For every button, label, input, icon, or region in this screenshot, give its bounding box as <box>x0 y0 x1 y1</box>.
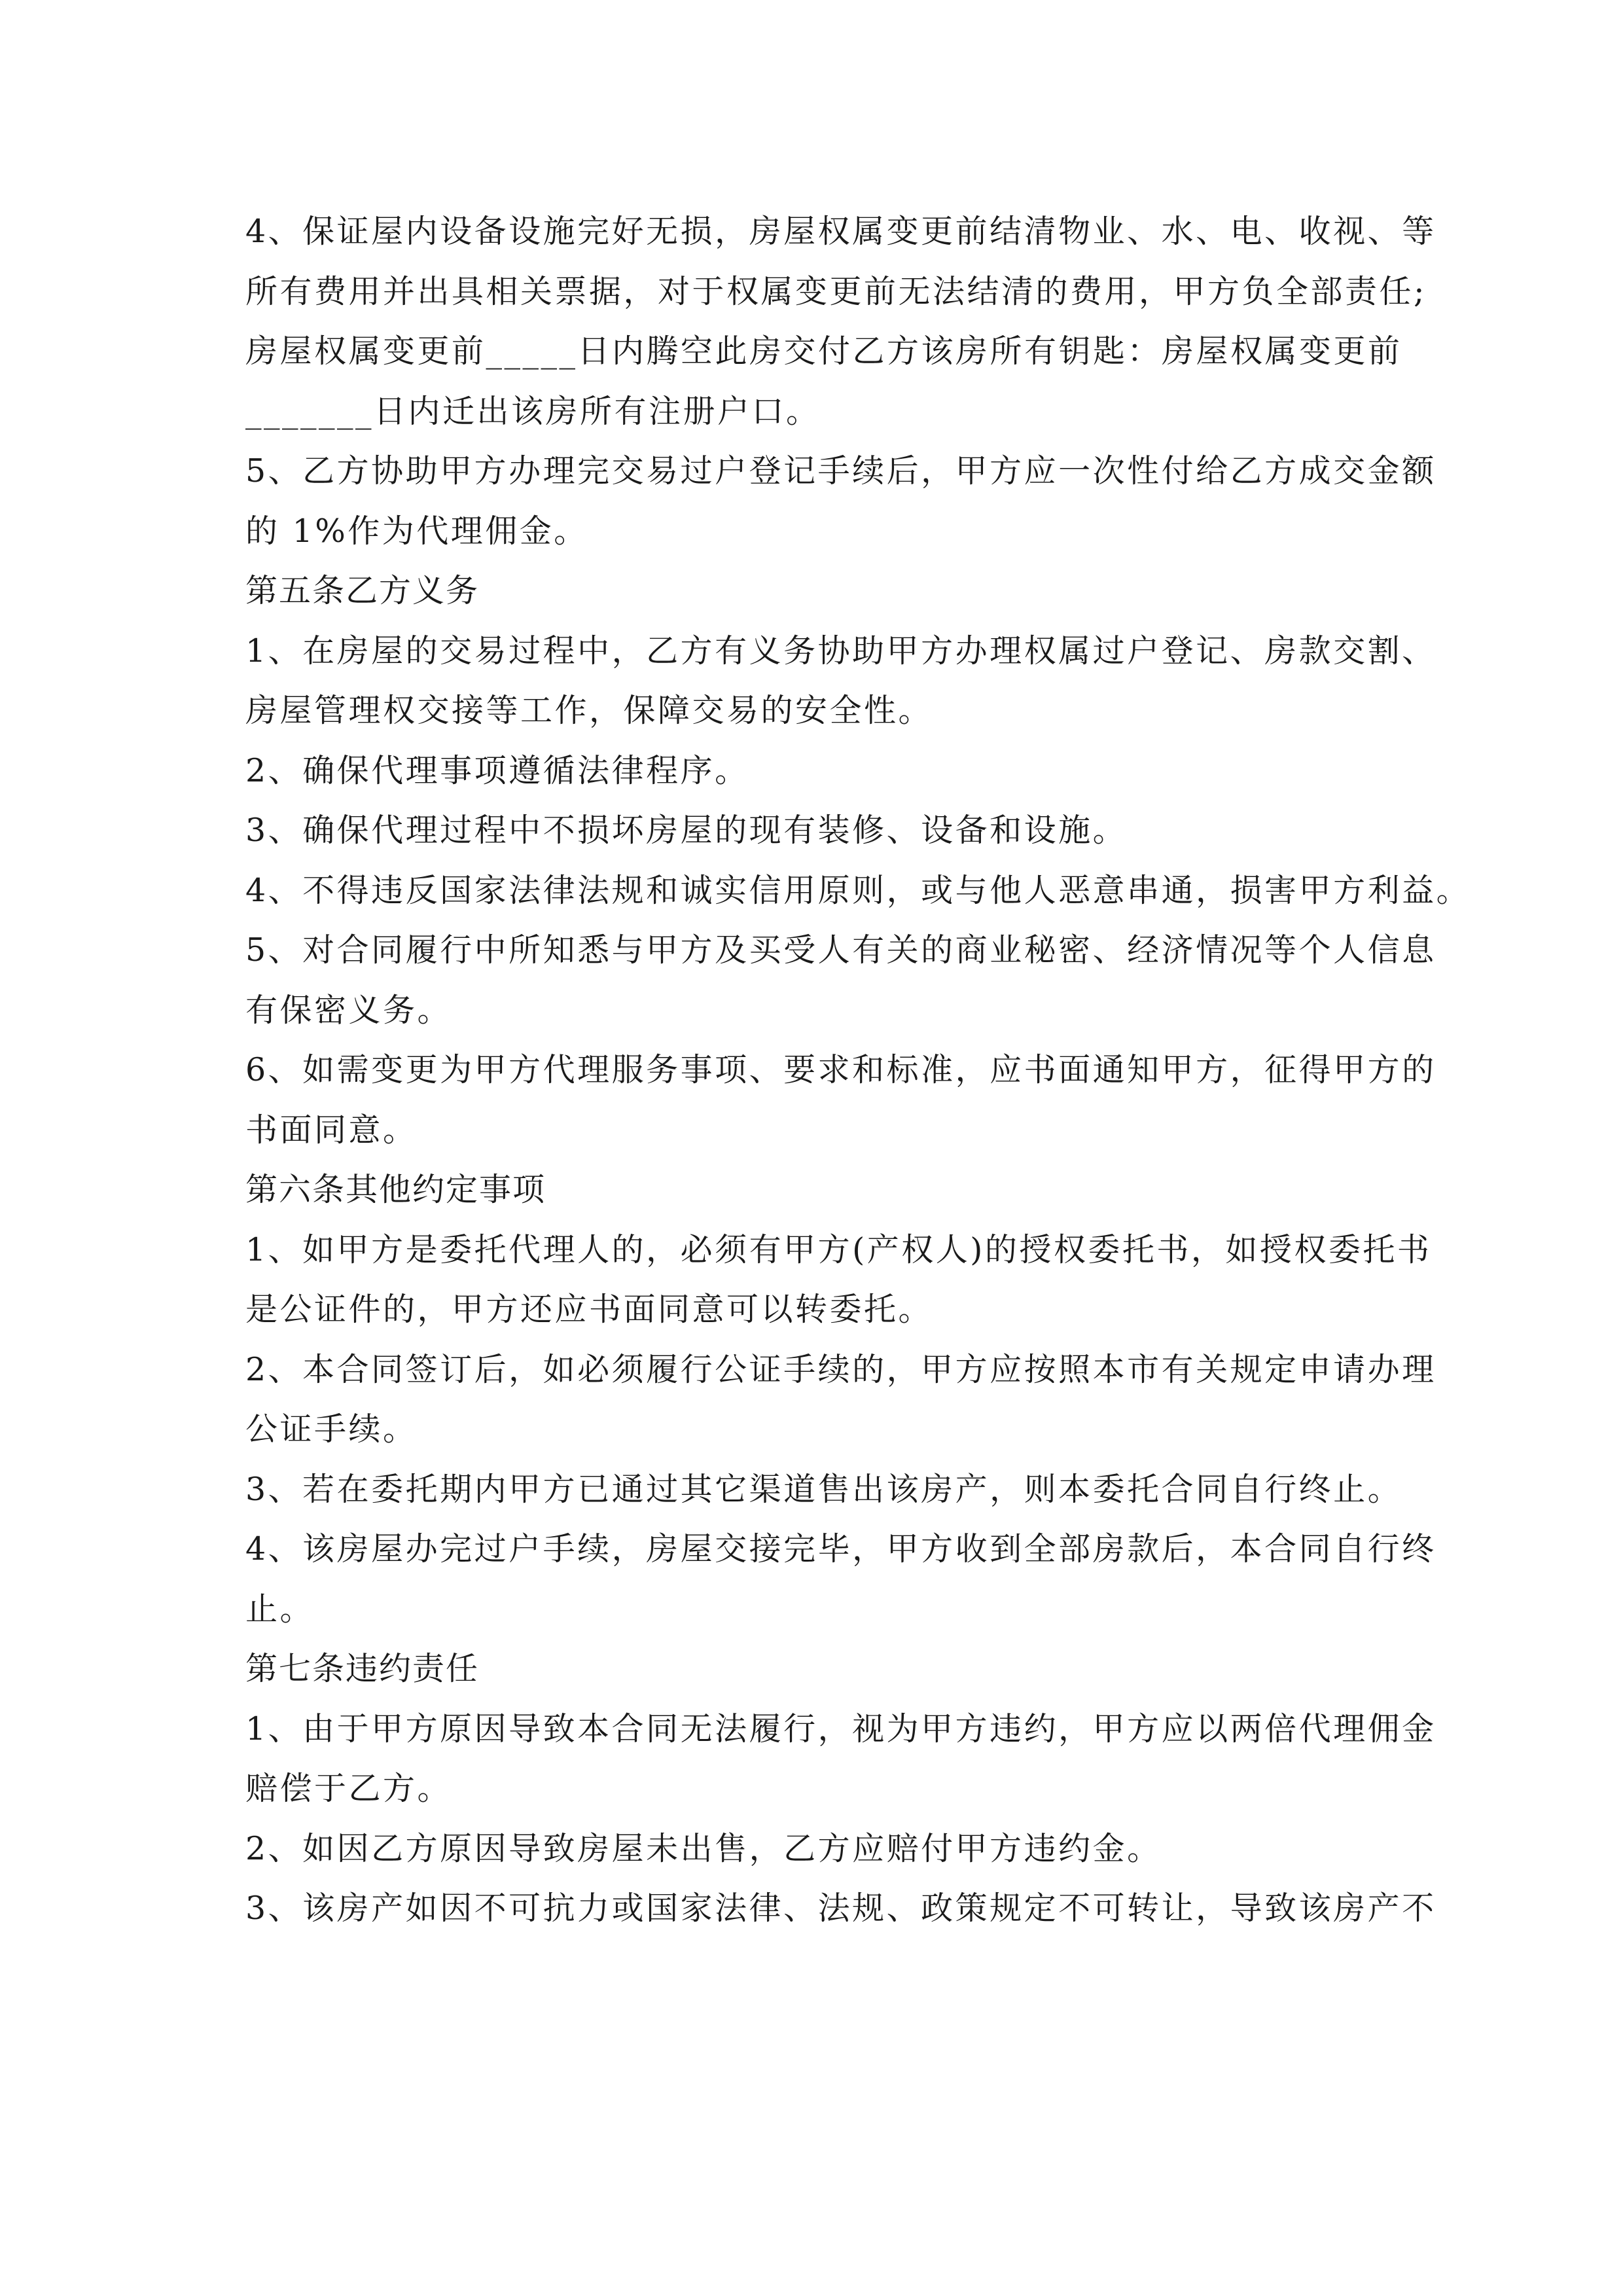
text-line: 书面同意。 <box>245 1111 418 1149</box>
clause-paragraph <box>245 441 1436 561</box>
clause-paragraph <box>245 1819 1384 1879</box>
text-line: 止。 <box>245 1590 315 1628</box>
text-line: 房屋管理权交接等工作，保障交易的安全性。 <box>245 692 933 729</box>
clause-paragraph <box>245 741 1384 801</box>
text-line: 有保密义务。 <box>245 991 452 1029</box>
clause-paragraph <box>245 202 1436 441</box>
text-line: 4、不得违反国家法律法规和诚实信用原则，或与他人恶意串通，损害甲方利益。 <box>245 871 1471 909</box>
text-line: _______日内迁出该房所有注册户口。 <box>245 392 821 430</box>
section-heading <box>245 561 1384 621</box>
text-line: 3、该房产如因不可抗力或国家法律、法规、政策规定不可转让，导致该房产不 <box>245 1890 1436 1927</box>
text-line: 5、对合同履行中所知悉与甲方及买受人有关的商业秘密、经济情况等个人信息 <box>245 931 1436 969</box>
clause-paragraph <box>245 1699 1436 1819</box>
clause-paragraph <box>245 1040 1436 1160</box>
text-line: 1、在房屋的交易过程中，乙方有义务协助甲方办理权属过户登记、房款交割、 <box>245 632 1436 670</box>
text-line: 第七条违约责任 <box>245 1650 480 1687</box>
document-body <box>245 202 1471 1939</box>
text-line: 1、如甲方是委托代理人的，必须有甲方(产权人)的授权委托书，如授权委托书 <box>245 1230 1432 1268</box>
clause-paragraph <box>245 1220 1432 1340</box>
text-line: 4、该房屋办完过户手续，房屋交接完毕，甲方收到全部房款后，本合同自行终 <box>245 1530 1436 1568</box>
text-line: 6、如需变更为甲方代理服务事项、要求和标准，应书面通知甲方，征得甲方的 <box>245 1051 1436 1088</box>
text-line: 第五条乙方义务 <box>245 572 480 609</box>
clause-paragraph <box>245 1460 1402 1520</box>
text-line: 3、确保代理过程中不损坏房屋的现有装修、设备和设施。 <box>245 812 1128 849</box>
text-line: 3、若在委托期内甲方已通过其它渠道售出该房产，则本委托合同自行终止。 <box>245 1470 1402 1508</box>
text-line: 公证手续。 <box>245 1410 418 1448</box>
clause-paragraph <box>245 1878 1436 1939</box>
text-line: 房屋权属变更前_____日内腾空此房交付乙方该房所有钥匙：房屋权属变更前 <box>245 332 1402 370</box>
clause-paragraph <box>245 621 1436 741</box>
clause-paragraph <box>245 861 1471 921</box>
text-line: 4、保证屋内设备设施完好无损，房屋权属变更前结清物业、水、电、收视、等 <box>245 213 1436 250</box>
text-line: 5、乙方协助甲方办理完交易过户登记手续后，甲方应一次性付给乙方成交金额 <box>245 452 1436 490</box>
text-line: 2、如因乙方原因导致房屋未出售，乙方应赔付甲方违约金。 <box>245 1829 1162 1867</box>
text-line: 2、确保代理事项遵循法律程序。 <box>245 751 749 789</box>
text-line: 是公证件的，甲方还应书面同意可以转委托。 <box>245 1291 933 1328</box>
clause-paragraph <box>245 1340 1436 1460</box>
section-heading <box>245 1639 1384 1699</box>
section-heading <box>245 1160 1384 1220</box>
text-line: 的 1%作为代理佣金。 <box>245 512 588 550</box>
text-line: 第六条其他约定事项 <box>245 1171 546 1208</box>
text-line: 赔偿于乙方。 <box>245 1770 452 1807</box>
clause-paragraph <box>245 920 1436 1040</box>
text-line: 1、由于甲方原因导致本合同无法履行，视为甲方违约，甲方应以两倍代理佣金 <box>245 1710 1436 1748</box>
clause-paragraph <box>245 800 1384 861</box>
text-line: 2、本合同签订后，如必须履行公证手续的，甲方应按照本市有关规定申请办理 <box>245 1350 1436 1388</box>
clause-paragraph <box>245 1519 1436 1639</box>
text-line: 所有费用并出具相关票据，对于权属变更前无法结清的费用，甲方负全部责任; <box>245 272 1427 310</box>
